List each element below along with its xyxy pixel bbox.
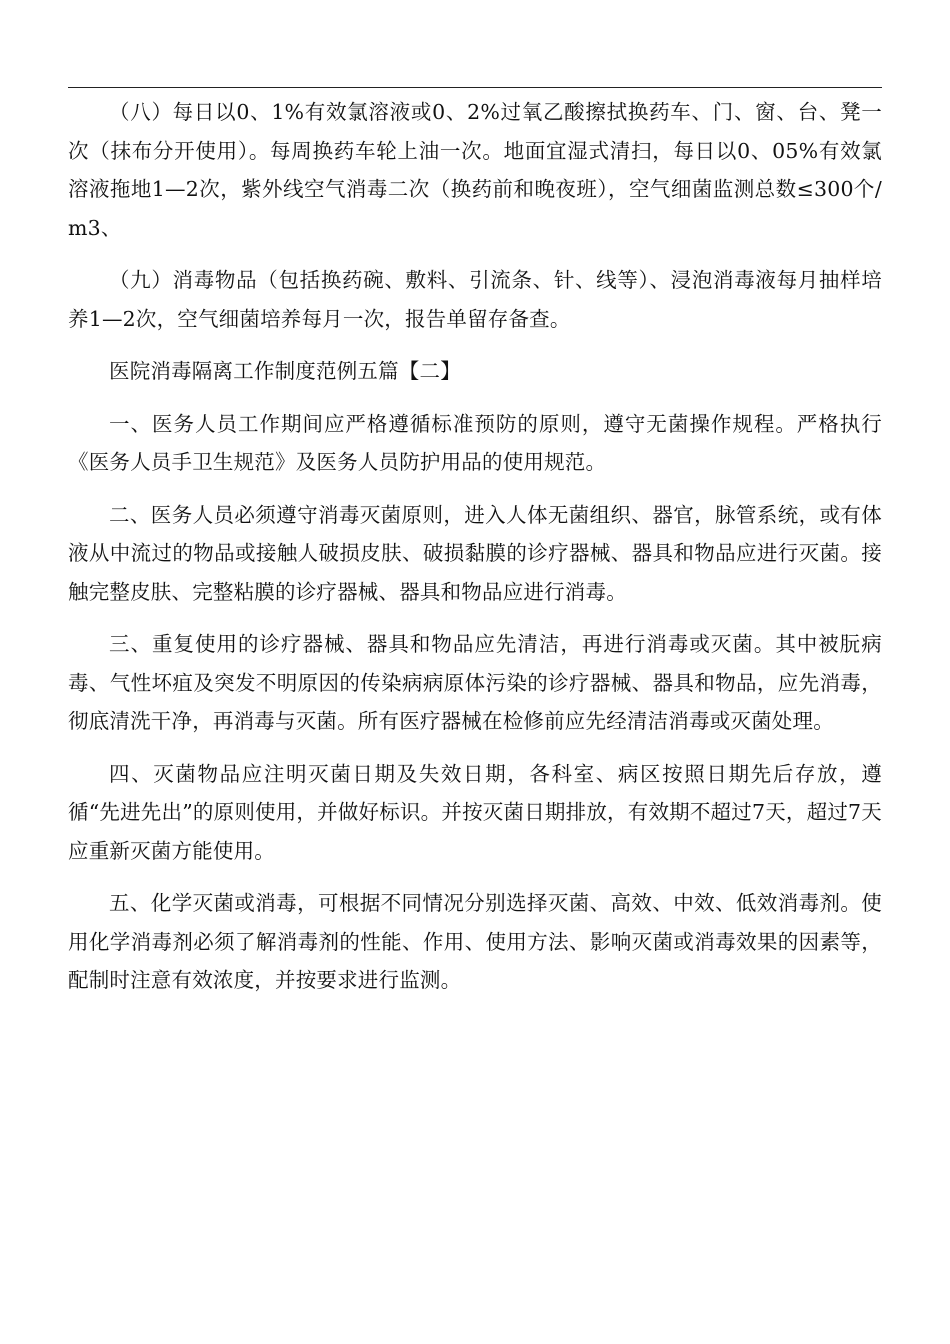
paragraph-rule-5: 五、化学灭菌或消毒，可根据不同情况分别选择灭菌、高效、中效、低效消毒剂。使用化学消毒剂必须了解消毒剂的性能、作用、使用方法、影响灭菌或消毒效果的因素等，配制时注意有效浓度，并按要求进行监测。 — [68, 891, 882, 992]
paragraph-rule-4: 四、灭菌物品应注明灭菌日期及失效日期，各科室、病区按照日期先后存放，遵循“先进先出”的原则使用，并做好标识。并按灭菌日期排放，有效期不超过7天，超过7天应重新灭菌方能使用。 — [68, 761, 882, 863]
paragraph-rule-1: 一、医务人员工作期间应严格遵循标准预防的原则，遵守无菌操作规程。严格执行《医务人员手卫生规范》及医务人员防护用品的使用规范。 — [68, 411, 882, 474]
paragraph-rule-3: 三、重复使用的诊疗器械、器具和物品应先清洁，再进行消毒或灭菌。其中被朊病毒、气性坏疽及突发不明原因的传染病病原体污染的诊疗器械、器具和物品，应先消毒，彻底清洗干净，再消毒与灭菌。所有医疗器械在检修前应先经清洁消毒或灭菌处理。 — [68, 632, 882, 733]
document-body — [68, 93, 882, 1014]
header-rule — [68, 87, 882, 88]
section-heading: 医院消毒隔离工作制度范例五篇【二】 — [109, 359, 461, 383]
paragraph-rule-2: 二、医务人员必须遵守消毒灭菌原则，进入人体无菌组织、器官，脉管系统，或有体液从中流过的物品或接触人破损皮肤、破损黏膜的诊疗器械、器具和物品应进行灭菌。接触完整皮肤、完整粘膜的诊疗器械、器具和物品应进行消毒。 — [68, 502, 882, 604]
paragraph-8-disinfection-schedule: （八）每日以0、1%有效氯溶液或0、2%过氧乙酸擦拭换药车、门、窗、台、凳一次（抹布分开使用）。每周换药车轮上油一次。地面宜湿式清扫，每日以0、05%有效氯溶液拖地1—2次，紫外线空气消毒二次（换药前和晚夜班），空气细菌监测总数≤300个/m3、 — [68, 100, 882, 240]
paragraph-9-sample-culture: （九）消毒物品（包括换药碗、敷料、引流条、针、线等）、浸泡消毒液每月抽样培养1—2次，空气细菌培养每月一次，报告单留存备查。 — [68, 268, 882, 331]
